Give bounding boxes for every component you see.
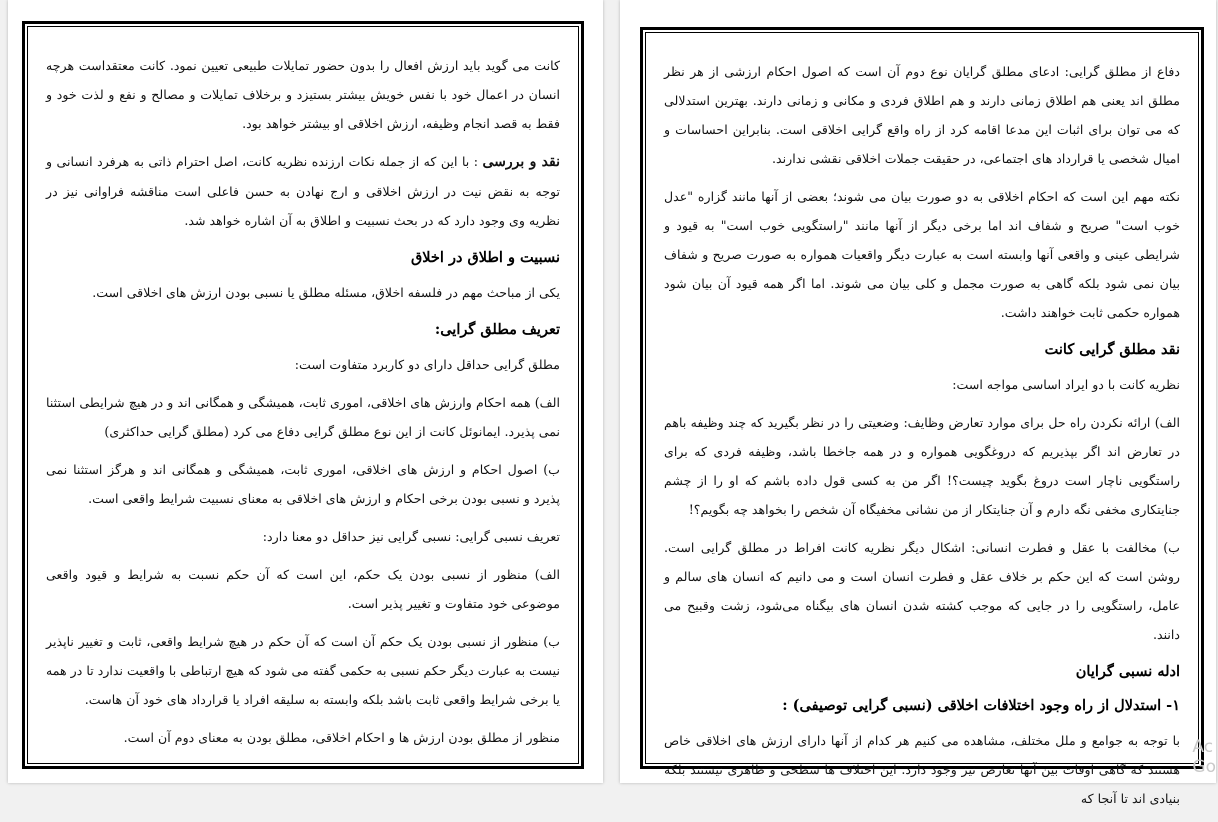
page-border-left <box>22 21 584 769</box>
paragraph: با توجه به جوامع و ملل مختلف، مشاهده می کنیم هر کدام از آنها دارای ارزش های اخلاقی خاص هستند که گاهی اوقات بین آنها تعارض نیز وجود دارد. این اختلاف ها سطحی و ظاهری نیستند بلکه بنیادی اند تا آنجا که <box>664 733 1180 806</box>
paragraph: ب) مخالفت با عقل و فطرت انسانی: اشکال دیگر نظریه کانت افراط در مطلق گرایی است. روشن است که این حکم بر خلاف عقل و فطرت انسان است و می دانیم که انسان های سالم و عامل، راستگویی را در جایی که موجب کشته شدن انسان های بیگناه می‌شود، زشت وقبیح می دانند. <box>664 540 1180 642</box>
page-inner-border-left <box>27 26 579 764</box>
paragraph: ب) اصول احکام و ارزش های اخلاقی، اموری ثابت، همیشگی و همگانی اند و هرگز استثنا نمی پذیرد و نسبی بودن برخی احکام و ارزش های اخلاقی به معنای نسبیت شرایط واقعی است. <box>46 462 560 506</box>
paragraph <box>46 147 560 235</box>
paragraph: ب) منظور از نسبی بودن یک حکم آن است که آن حکم در هیچ شرایط واقعی، ثابت و تغییر ناپذیر نیست به عبارت دیگر حکم نسبی به حکمی گفته می شود که هیچ ارتباطی با واقعیت ندارد تا در همه یا برخی شرایط واقعی ثابت باشد بلکه وابسته به سلیقه افراد یا قرارداد های خود آن هاست. <box>46 634 560 707</box>
paragraph: دفاع از مطلق گرایی: ادعای مطلق گرایان نوع دوم آن است که اصول احکام ارزشی از هر نظر مطلق اند یعنی هم اطلاق زمانی دارند و هم اطلاق فردی و مکانی و زمانی دارند. بهترین استدلالی که می توان برای اثبات این مدعا اقامه کرد از راه واقع گرایی اخلاقی است. بنابراین احساسات و امیال شخصی یا قرارداد های اجتماعی، در حقیقت جملات اخلاقی نقشی ندارند. <box>664 64 1180 166</box>
paragraph-text: : با این که از جمله نکات ارزنده نظریه کانت، اصل احترام ذاتی به هرفرد انسانی و توجه به نقض نیت در ارزش اخلاقی و ارج نهادن به حسن فاعلی است مناقشه فراوانی نیز در نظریه وی وجود دارد که در بحث نسبیت و اطلاق به آن اشاره خواهد شد. <box>46 154 560 228</box>
section-heading: ۱- استدلال از راه وجود اختلافات اخلاقی (نسبی گرایی توصیفی) : <box>782 697 1180 714</box>
paragraph: الف) ارائه نکردن راه حل برای موارد تعارض وظایف: وضعیتی را در نظر بگیرید که چند وظیفه باهم در تعارض اند اگر بپذیریم که دروغگویی همواره و در همه جاخطا باشد، وظیفه فردی که برای راستگویی ناچار است دروغ بگوید چیست؟! اگر من به کسی قول داده باشم که او را از چشم جنایتکاری مخفی نگه دارم و آن جنایتکار از من نشانی مخفیگاه آن شخص را بخواهد چه بگویم؟! <box>664 415 1180 517</box>
section-heading: نقد مطلق گرایی کانت <box>1044 341 1180 358</box>
paragraph-lead: نقد و بررسی <box>482 154 560 170</box>
watermark-line: Ac <box>1192 737 1214 757</box>
paragraph: منظور از مطلق بودن ارزش ها و احکام اخلاقی، مطلق بودن به معنای دوم آن است. <box>123 730 560 745</box>
section-heading: ادله نسبی گرایان <box>1075 663 1180 680</box>
paragraph: یکی از مباحث مهم در فلسفه اخلاق، مسئله مطلق یا نسبی بودن ارزش های اخلاقی است. <box>92 285 560 300</box>
document-page-left <box>8 0 603 783</box>
paragraph: کانت می گوید باید ارزش افعال را بدون حضور تمایلات طبیعی تعیین نمود. کانت معتقداست هرچه انسان در اعمال خود با نفس خویش بیشتر بستیزد و برخلاف تمایلات و مصالح و نفع و لذت خود و فقط به قصد انجام وظیفه، ارزش اخلاقی او بیشتر خواهد بود. <box>46 58 560 131</box>
paragraph: مطلق گرایی حداقل دارای دو کاربرد متفاوت است: <box>294 357 560 372</box>
paragraph: نکته مهم این است که احکام اخلاقی به دو صورت بیان می شوند؛ بعضی از آنها مانند گزاره "عدل خوب است" صریح و شفاف اند اما برخی دیگر از آنها مانند "راستگویی خوب است" به قیود و شرایطی عینی و واقعی آنها وابسته است به عبارت دیگر واقعیات همواره به صورت صریح و شفاف بیان نمی شود بلکه گاهی به صورت مجمل و کلی بیان می شوند. اما اگر همه قیود آن بیان شود همواره حکمی ثابت خواهند داشت. <box>664 189 1180 320</box>
watermark-line: Go <box>1192 757 1216 777</box>
paragraph: نظریه کانت با دو ایراد اساسی مواجه است: <box>952 377 1180 392</box>
document-page-right <box>620 0 1216 806</box>
page-content-right <box>664 57 1180 822</box>
paragraph: الف) منظور از نسبی بودن یک حکم، این است که آن حکم نسبت به شرایط و قیود واقعی موضوعی خود متفاوت و تغییر پذیر است. <box>46 567 560 611</box>
page-inner-border-right <box>645 32 1199 806</box>
activation-watermark <box>1192 737 1216 777</box>
section-heading: تعریف مطلق گرایی: <box>434 321 560 338</box>
page-content-left <box>46 51 560 761</box>
paragraph: تعریف نسبی گرایی: نسبی گرایی نیز حداقل دو معنا دارد: <box>262 529 560 544</box>
section-heading: نسبیت و اطلاق در اخلاق <box>411 249 560 266</box>
paragraph: الف) همه احکام وارزش های اخلاقی، اموری ثابت، همیشگی و همگانی اند و در هیچ شرایطی استثنا نمی پذیرد. ایمانوئل کانت از این نوع مطلق گرایی دفاع می کرد (مطلق گرایی حداکثری) <box>46 395 560 439</box>
